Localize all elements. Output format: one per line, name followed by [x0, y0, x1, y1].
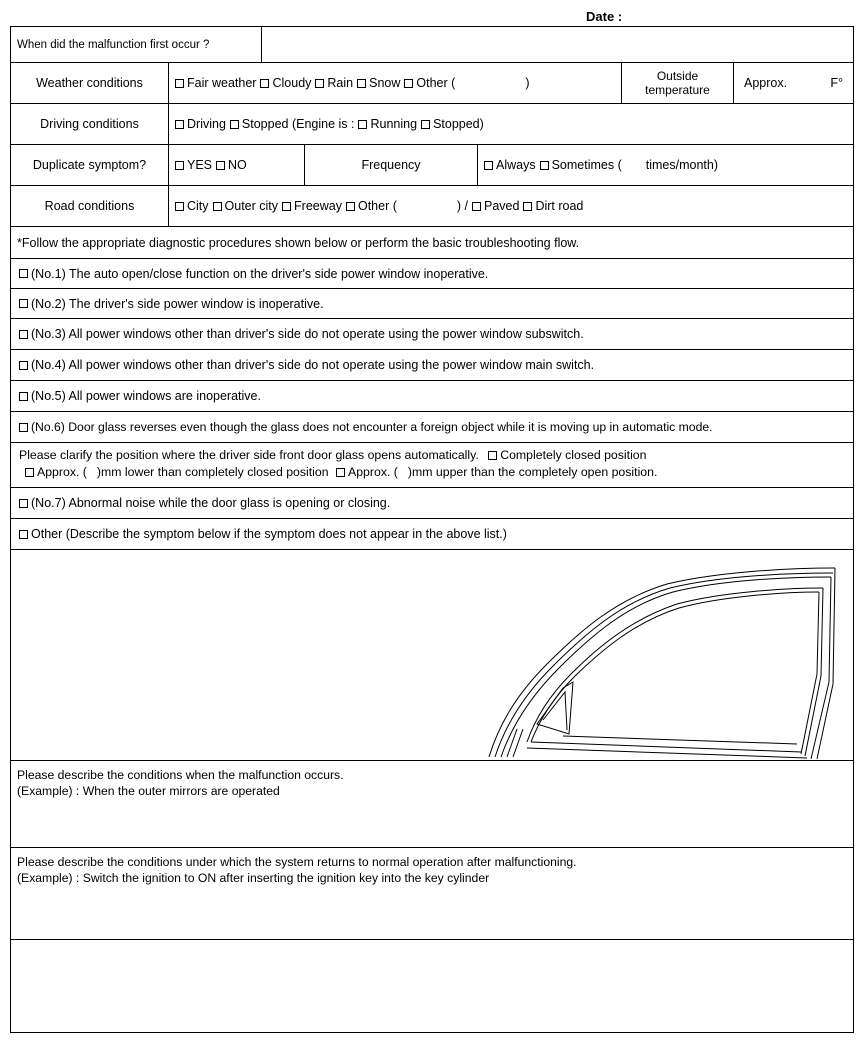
- symptom-row[interactable]: [11, 289, 853, 319]
- first-occur-row: [11, 27, 853, 63]
- first-occur-label: When did the malfunction first occur ?: [11, 27, 262, 62]
- checkbox-icon[interactable]: [315, 79, 324, 88]
- checkbox-icon[interactable]: [488, 451, 497, 460]
- frequency-label: Frequency: [305, 145, 478, 185]
- conditions-occur-row[interactable]: [11, 761, 853, 848]
- symptom-text: (No.6) Door glass reverses even though the glass does not encounter a foreign object while it is moving up in automatic mode.: [31, 420, 713, 434]
- duplicate-label: Duplicate symptom?: [11, 145, 169, 185]
- checkbox-icon[interactable]: [213, 202, 222, 211]
- approx-upper-option[interactable]: Approx. (: [336, 465, 398, 479]
- duplicate-yes-option[interactable]: YES: [175, 158, 212, 172]
- frequency-sometimes-option[interactable]: Sometimes (: [540, 158, 622, 172]
- duplicate-options: [169, 145, 305, 185]
- checkbox-icon[interactable]: [19, 299, 28, 308]
- checkbox-icon[interactable]: [484, 161, 493, 170]
- checkbox-icon[interactable]: [421, 120, 430, 129]
- clarify-block: [19, 447, 657, 481]
- driving-row: [11, 104, 853, 145]
- weather-other-close: ): [525, 76, 530, 90]
- outside-temp-field[interactable]: [734, 63, 853, 103]
- symptom-row[interactable]: [11, 259, 853, 289]
- checkbox-icon[interactable]: [404, 79, 413, 88]
- conditions-normal-block: [17, 854, 577, 886]
- checkbox-icon[interactable]: [19, 423, 28, 432]
- temp-unit: F°: [830, 76, 843, 90]
- weather-row: [11, 63, 853, 104]
- instruction-text: *Follow the appropriate diagnostic procedures shown below or perform the basic troubleshooting flow.: [17, 235, 580, 250]
- completely-closed-option[interactable]: Completely closed position: [488, 448, 646, 462]
- weather-label: Weather conditions: [11, 63, 169, 103]
- symptom-row[interactable]: [11, 488, 853, 519]
- road-freeway-option[interactable]: Freeway: [282, 199, 342, 213]
- notes-area[interactable]: [11, 940, 853, 1032]
- symptom-text: (No.7) Abnormal noise while the door glass is opening or closing.: [31, 496, 391, 510]
- weather-snow-option[interactable]: Snow: [357, 76, 400, 90]
- checkbox-icon[interactable]: [175, 202, 184, 211]
- road-row: [11, 186, 853, 227]
- checkbox-icon[interactable]: [357, 79, 366, 88]
- checkbox-icon[interactable]: [175, 79, 184, 88]
- symptom-row[interactable]: [11, 350, 853, 381]
- outside-temp-label: Outside temperature: [622, 63, 734, 103]
- driving-options: [169, 104, 853, 144]
- road-outer-city-option[interactable]: Outer city: [213, 199, 279, 213]
- checkbox-icon[interactable]: [175, 120, 184, 129]
- checkbox-icon[interactable]: [25, 468, 34, 477]
- duplicate-no-option[interactable]: NO: [216, 158, 247, 172]
- engine-stopped-option[interactable]: Stopped): [421, 117, 484, 131]
- symptom-row[interactable]: [11, 319, 853, 350]
- checkbox-icon[interactable]: [19, 269, 28, 278]
- instruction-row: [11, 227, 853, 259]
- checkbox-icon[interactable]: [19, 530, 28, 539]
- frequency-always-option[interactable]: Always: [484, 158, 536, 172]
- approx-label: Approx.: [744, 76, 788, 90]
- checkbox-icon[interactable]: [523, 202, 532, 211]
- times-per-month-label: times/month): [645, 158, 718, 172]
- other-symptom-row[interactable]: [11, 519, 853, 550]
- checkbox-icon[interactable]: [19, 392, 28, 401]
- symptom-text: (No.1) The auto open/close function on the driver's side power window inoperative.: [31, 266, 489, 281]
- checkbox-icon[interactable]: [230, 120, 239, 129]
- road-separator: ) /: [456, 199, 468, 213]
- first-occur-answer-field[interactable]: [262, 27, 853, 62]
- weather-other-option[interactable]: Other (: [404, 76, 455, 90]
- checkbox-icon[interactable]: [472, 202, 481, 211]
- road-city-option[interactable]: City: [175, 199, 209, 213]
- checkbox-icon[interactable]: [260, 79, 269, 88]
- other-symptom-text: Other (Describe the symptom below if the symptom does not appear in the above list.): [31, 527, 507, 541]
- symptom-text: (No.2) The driver's side power window is inoperative.: [31, 296, 324, 311]
- checkbox-icon[interactable]: [19, 330, 28, 339]
- checkbox-icon[interactable]: [358, 120, 367, 129]
- duplicate-row: [11, 145, 853, 186]
- car-door-window-illustration: [487, 564, 842, 759]
- symptom-row[interactable]: [11, 381, 853, 412]
- stopped-option[interactable]: Stopped (Engine is :: [230, 117, 355, 131]
- checkbox-icon[interactable]: [346, 202, 355, 211]
- engine-running-option[interactable]: Running: [358, 117, 417, 131]
- conditions-normal-example: (Example) : Switch the ignition to ON after inserting the ignition key into the key cylinder: [17, 871, 490, 885]
- approx-upper-text: )mm upper than the completely open position.: [407, 465, 658, 479]
- checkbox-icon[interactable]: [19, 361, 28, 370]
- road-other-option[interactable]: Other (: [346, 199, 397, 213]
- conditions-normal-prompt: Please describe the conditions under which the system returns to normal operation after malfunctioning.: [17, 855, 577, 869]
- conditions-occur-block: [17, 767, 344, 799]
- approx-lower-option[interactable]: Approx. (: [25, 465, 87, 479]
- checkbox-icon[interactable]: [540, 161, 549, 170]
- conditions-occur-example: (Example) : When the outer mirrors are operated: [17, 784, 280, 798]
- malfunction-inquiry-form: [10, 26, 854, 1033]
- symptom-description-area[interactable]: [11, 550, 853, 761]
- date-label: Date :: [586, 9, 623, 24]
- symptom-text: (No.4) All power windows other than driver's side do not operate using the power window main switch.: [31, 358, 595, 372]
- road-label: Road conditions: [11, 186, 169, 226]
- symptom-text: (No.5) All power windows are inoperative.: [31, 389, 261, 403]
- road-paved-option[interactable]: Paved: [472, 199, 519, 213]
- checkbox-icon[interactable]: [216, 161, 225, 170]
- symptom-text: (No.3) All power windows other than driver's side do not operate using the power window subswitch.: [31, 327, 584, 341]
- approx-lower-text: )mm lower than completely closed position: [96, 465, 329, 479]
- conditions-occur-prompt: Please describe the conditions when the malfunction occurs.: [17, 768, 344, 782]
- driving-option[interactable]: Driving: [175, 117, 226, 131]
- clarify-row: [11, 443, 853, 488]
- road-options: [169, 186, 853, 226]
- frequency-options: [478, 145, 853, 185]
- checkbox-icon[interactable]: [19, 499, 28, 508]
- clarify-text: Please clarify the position where the driver side front door glass opens automatically.: [19, 448, 479, 462]
- checkbox-icon[interactable]: [282, 202, 291, 211]
- road-dirt-option[interactable]: Dirt road: [523, 199, 583, 213]
- weather-cloudy-option[interactable]: Cloudy: [260, 76, 311, 90]
- weather-options: [169, 63, 622, 103]
- conditions-normal-row[interactable]: [11, 848, 853, 940]
- checkbox-icon[interactable]: [175, 161, 184, 170]
- weather-rain-option[interactable]: Rain: [315, 76, 353, 90]
- driving-label: Driving conditions: [11, 104, 169, 144]
- weather-fair-option[interactable]: Fair weather: [175, 76, 256, 90]
- checkbox-icon[interactable]: [336, 468, 345, 477]
- symptom-row[interactable]: [11, 412, 853, 443]
